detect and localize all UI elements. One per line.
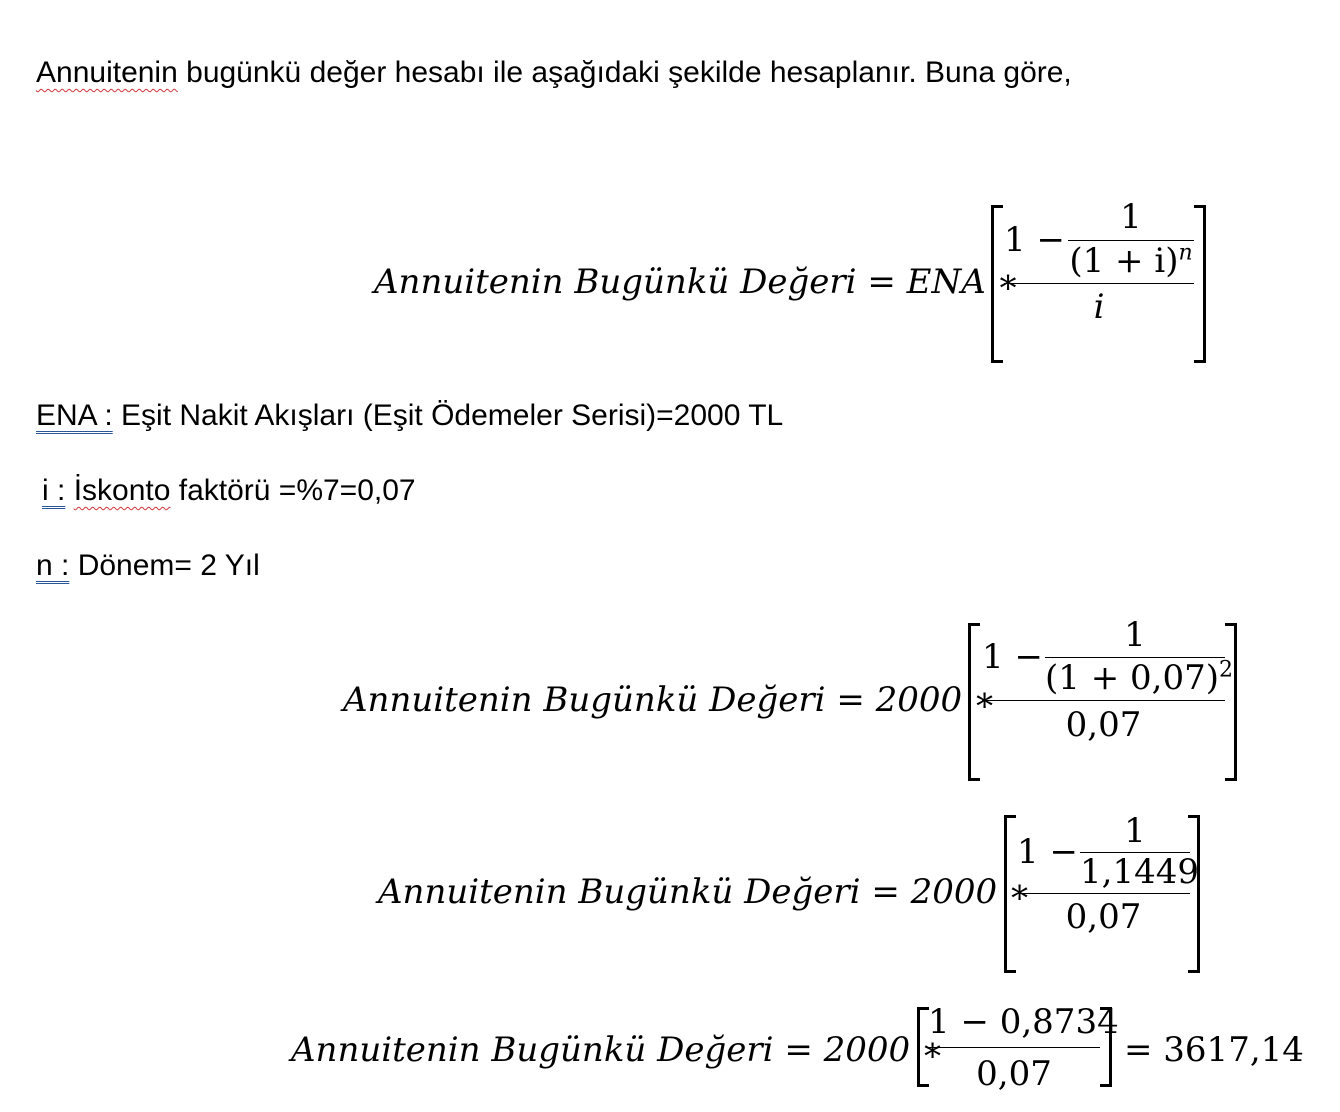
formula4-result: = 3617,14 [1124,1030,1304,1070]
formula3-lhs: Annuitenin Bugünkü Değeri = 2000 ∗ [378,872,1032,912]
definition-ena [36,398,783,434]
definition-ena-label: ENA : [36,399,113,432]
formula3-main-fraction-bar [1017,893,1190,894]
definition-i [42,473,416,509]
formula3-inner-denominator: 1,1449 [1080,852,1199,892]
formula4-fraction-bar [928,1047,1100,1048]
definition-n-text: Dönem= 2 Yıl [69,549,260,582]
formula1-right-bracket [1194,205,1206,363]
formula2-one-minus: 1 − [982,637,1043,677]
formula2-right-bracket [1225,623,1237,781]
formula1-inner-numerator: 1 [1120,197,1142,237]
formula3-one-minus: 1 − [1017,832,1078,872]
formula4-lhs: Annuitenin Bugünkü Değeri = 2000 ∗ [291,1030,945,1070]
formula2-left-bracket [968,623,980,781]
formula2-lhs: Annuitenin Bugünkü Değeri = 2000 ∗ [343,680,997,720]
definition-n-label: n : [36,549,70,582]
formula2-main-fraction-bar [982,700,1225,701]
formula2-denominator: 0,07 [1065,705,1142,745]
definition-i-text: faktörü =%7=0,07 [170,474,416,507]
intro-paragraph [36,55,1072,91]
formula3-right-bracket [1188,815,1200,973]
formula4-denominator: 0,07 [976,1054,1052,1094]
formula1-main-fraction-bar [1004,283,1194,284]
formula4-numerator: 1 − 0,8734 [928,1002,1119,1042]
formula1-left-bracket [991,205,1003,363]
intro-word-annuitenin: Annuitenin [36,56,178,89]
formula4-right-bracket [1100,1007,1112,1087]
formula1-inner-denominator: $(1 + i)^n$ [1069,240,1193,281]
definition-n [36,548,260,584]
formula1-one-minus: 1 − [1004,220,1065,260]
formula3-left-bracket [1004,815,1016,973]
formula3-inner-numerator: 1 [1124,811,1146,851]
formula3-denominator: 0,07 [1065,897,1142,937]
formula1-denominator: i [1093,287,1105,327]
definition-i-word: İskonto [73,474,171,507]
formula2-inner-numerator: 1 [1124,615,1146,655]
formula2-inner-denominator: $(1 + 0,07)^2$ [1045,657,1233,698]
definition-i-label: i : [42,474,66,507]
definition-ena-text: Eşit Nakit Akışları (Eşit Ödemeler Serisi)=2000 TL [112,399,784,432]
intro-rest: bugünkü değer hesabı ile aşağıdaki şekilde hesaplanır. Buna göre, [177,56,1072,89]
formula1-lhs: Annuitenin Bugünkü Değeri = ENA ∗ [374,262,1020,302]
